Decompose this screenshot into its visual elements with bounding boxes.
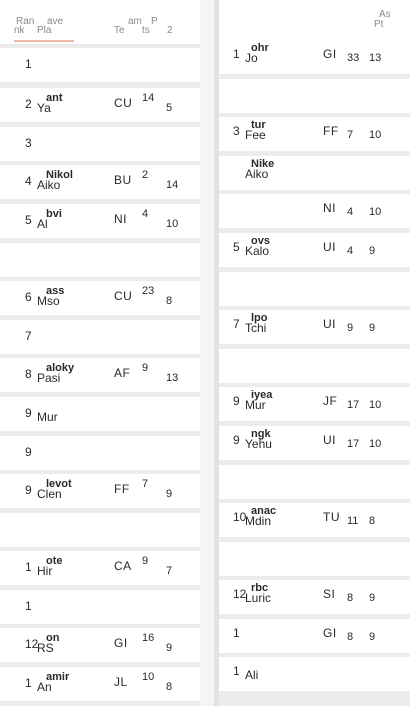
header-col2: 2 [167,25,173,36]
row-team: CU [114,289,133,303]
row-stat-b: 13 [369,52,382,64]
table-row[interactable] [219,349,410,383]
row-stat-a: 4 [347,245,354,257]
table-row[interactable] [219,194,410,228]
row-stat-b: 13 [166,372,179,384]
row-player-first: levot [46,478,72,490]
row-stat-a: 4 [142,208,149,220]
table-row[interactable] [219,79,410,113]
row-player-last: Luric [245,591,272,605]
row-player-first: ngk [251,428,271,440]
row-team: UI [323,240,336,254]
table-row[interactable] [0,551,200,585]
row-team: TU [323,510,340,524]
row-stat-a: 17 [347,438,360,450]
row-stat-b: 14 [166,179,179,191]
row-player-last: Mur [37,410,58,424]
table-row[interactable] [0,165,200,199]
table-row[interactable] [0,48,200,82]
row-team: JF [323,394,338,408]
table-row[interactable] [219,117,410,151]
row-player-first: bvi [46,208,62,220]
row-team: FF [323,124,339,138]
row-team: BU [114,173,132,187]
table-row[interactable] [0,513,200,547]
row-player-last: Yehu [245,437,272,451]
row-stat-b: 10 [166,218,179,230]
row-rank: 1 [233,47,240,61]
row-stat-b: 9 [166,642,173,654]
row-team: CA [114,559,132,573]
row-team: SI [323,587,336,601]
row-rank: 9 [25,406,32,420]
row-player-last: Hir [37,564,53,578]
row-rank: 5 [25,213,32,227]
row-rank: 7 [25,329,32,343]
row-team: NI [323,201,336,215]
row-stat-a: 7 [142,478,149,490]
table-row[interactable] [219,40,410,74]
table-row[interactable] [219,233,410,267]
row-player-last: Ya [37,101,51,115]
table-row[interactable] [219,465,410,499]
table-row[interactable] [0,243,200,277]
table-row[interactable] [0,204,200,238]
row-rank: 3 [233,124,240,138]
row-player-last: Aiko [245,167,269,181]
row-stat-a: 17 [347,399,360,411]
row-stat-b: 9 [369,631,376,643]
row-player-first: iyea [251,389,273,401]
row-rank: 1 [25,560,32,574]
row-player-first: rbc [251,582,269,594]
table-row[interactable] [219,387,410,421]
header-player-top: ave [47,16,64,27]
row-player-first: amir [46,671,70,683]
row-player-last: Pasi [37,371,61,385]
row-player-first: ote [46,555,63,567]
row-player-first: Nikol [46,169,73,181]
row-player-first: anac [251,505,277,517]
row-stat-b: 8 [369,515,376,527]
row-stat-a: 9 [142,362,149,374]
table-row[interactable] [219,272,410,306]
row-rank: 4 [25,174,32,188]
table-row[interactable] [0,127,200,161]
table-row[interactable] [0,397,200,431]
table-row[interactable] [0,358,200,392]
row-player-last: Mso [37,294,60,308]
row-player-last: Mdin [245,514,272,528]
header-pt: Pt [374,19,384,30]
row-team: AF [114,366,131,380]
row-player-last: Kalo [245,244,270,258]
row-team: UI [323,433,336,447]
row-player-last: Jo [245,51,258,65]
row-rank: 1 [25,599,32,613]
row-player-last: Clen [37,487,62,501]
row-player-first: aloky [46,362,75,374]
table-row[interactable] [0,628,200,662]
row-team: GI [323,626,337,640]
table-row[interactable] [0,667,200,701]
row-rank: 6 [25,290,32,304]
panel-divider [200,0,214,706]
row-stat-b: 9 [166,488,173,500]
row-rank: 12 [25,637,39,651]
table-row[interactable] [219,619,410,653]
row-stat-a: 9 [142,555,149,567]
table-row[interactable] [0,474,200,508]
row-player-last: Ali [245,668,259,682]
row-rank: 9 [25,483,32,497]
row-player-last: Aiko [37,178,61,192]
row-stat-b: 9 [369,245,376,257]
leaderboard-left-panel [0,0,200,706]
row-stat-b: 10 [369,438,382,450]
row-team: JL [114,675,128,689]
row-stat-a: 9 [347,322,354,334]
header-rank-bottom: nk [14,25,25,36]
row-team: NI [114,212,127,226]
row-rank: 9 [233,433,240,447]
row-stat-a: 16 [142,632,155,644]
row-stat-b: 10 [369,399,382,411]
row-team: FF [114,482,130,496]
table-row[interactable] [219,503,410,537]
row-rank: 9 [25,445,32,459]
row-rank: 3 [25,136,32,150]
row-stat-a: 23 [142,285,155,297]
row-player-first: tur [251,119,266,131]
row-stat-a: 10 [142,671,155,683]
leaderboard-right-panel [219,0,410,706]
header-points-top: P [151,16,158,27]
row-stat-a: 8 [347,592,354,604]
row-stat-b: 10 [369,129,382,141]
row-rank: 1 [233,664,240,678]
header-ts: ts [142,25,150,36]
row-stat-a: 2 [142,169,149,181]
row-team: UI [323,317,336,331]
table-row[interactable] [219,426,410,460]
header-as: As [379,9,391,20]
row-team: CU [114,96,133,110]
row-rank: 8 [25,367,32,381]
row-team: GI [323,47,337,61]
header-team-top: am [128,16,142,27]
row-player-last: Tchi [245,321,267,335]
row-player-last: An [37,680,52,694]
row-stat-a: 4 [347,206,354,218]
row-rank: 1 [233,626,240,640]
table-row[interactable] [219,657,410,691]
row-team: GI [114,636,128,650]
row-stat-b: 5 [166,102,173,114]
row-player-first: Nike [251,158,275,170]
row-player-first: ant [46,92,63,104]
row-player-first: ohr [251,42,269,54]
row-player-last: RS [37,641,54,655]
row-rank: 9 [233,394,240,408]
row-rank: 1 [25,676,32,690]
row-stat-b: 8 [166,295,173,307]
header-rank-top: Ran [16,16,35,27]
table-row[interactable] [0,436,200,470]
row-stat-a: 14 [142,92,155,104]
table-row[interactable] [219,542,410,576]
row-rank: 1 [25,57,32,71]
header-player-bottom: Pla [37,25,52,36]
row-stat-b: 8 [166,681,173,693]
row-rank: 2 [25,97,32,111]
table-row[interactable] [0,281,200,315]
row-stat-b: 9 [369,322,376,334]
row-rank: 12 [233,587,247,601]
row-rank: 7 [233,317,240,331]
row-player-first: ovs [251,235,270,247]
row-player-last: Al [37,217,48,231]
table-row[interactable] [0,590,200,624]
row-player-first: lpo [251,312,268,324]
row-stat-a: 33 [347,52,360,64]
row-player-first: on [46,632,60,644]
row-player-last: Mur [245,398,266,412]
row-stat-b: 10 [369,206,382,218]
row-rank: 5 [233,240,240,254]
row-player-last: Fee [245,128,266,142]
row-stat-a: 7 [347,129,354,141]
table-row[interactable] [219,310,410,344]
row-stat-b: 7 [166,565,173,577]
table-row[interactable] [219,580,410,614]
table-row[interactable] [219,156,410,190]
row-stat-b: 9 [369,592,376,604]
row-stat-a: 11 [347,515,359,527]
table-row[interactable] [0,88,200,122]
table-row[interactable] [0,320,200,354]
header-accent-line [14,40,74,42]
row-rank: 10 [233,510,247,524]
header-team-bottom: Te [114,25,125,36]
row-stat-a: 8 [347,631,354,643]
table-header-left [0,0,200,45]
row-player-first: ass [46,285,65,297]
